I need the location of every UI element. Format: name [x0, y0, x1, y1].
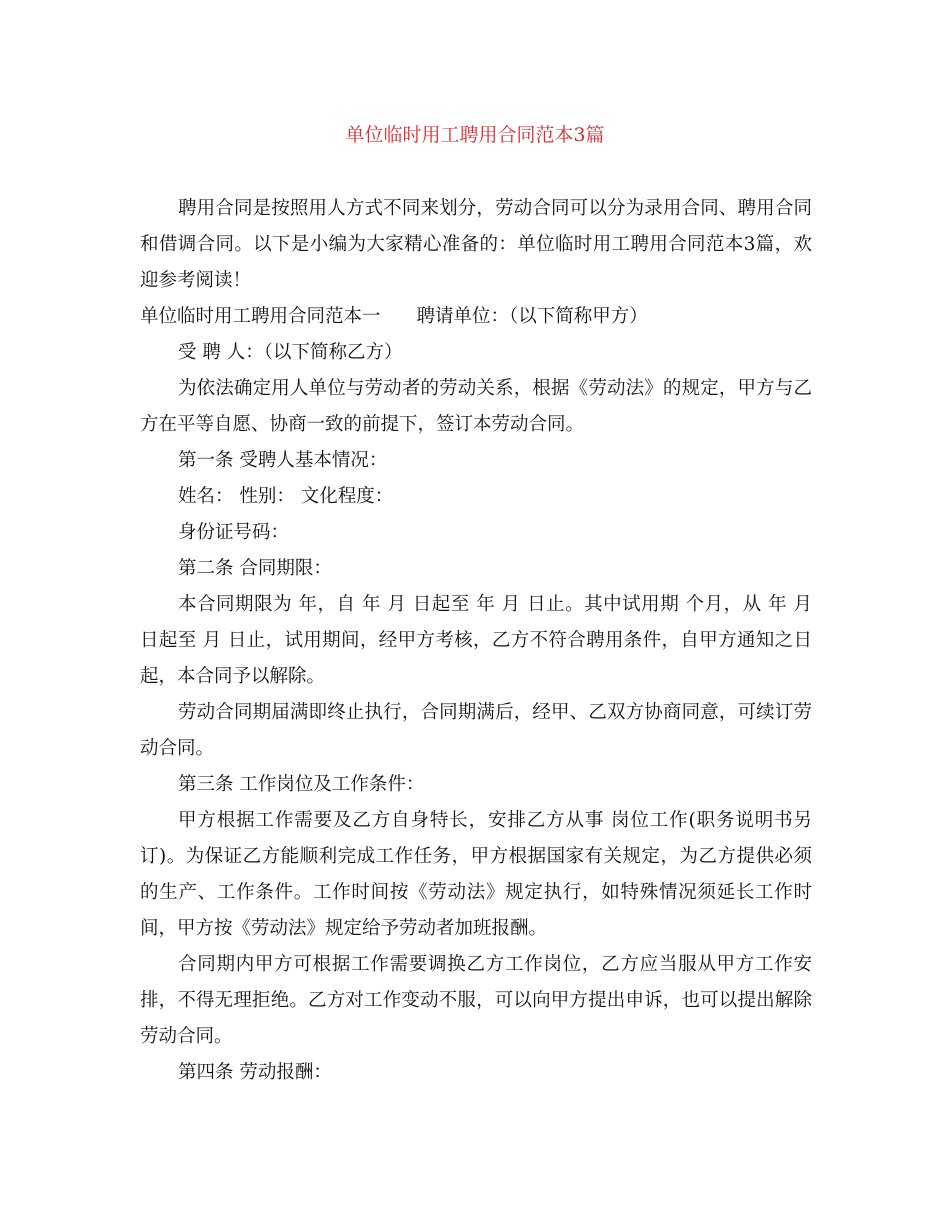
- intro-paragraph: 聘用合同是按照用人方式不同来划分，劳动合同可以分为录用合同、聘用合同和借调合同。以下是小编为大家精心准备的：单位临时用工聘用合同范本3篇，欢迎参考阅读！: [140, 198, 812, 291]
- article4-heading: 第四条 劳动报酬：: [178, 1062, 332, 1083]
- article3-paragraph-1: 甲方根据工作需要及乙方自身特长，安排乙方从事 岗位工作(职务说明书另订)。为保证乙方能顺利完成工作任务，甲方根据国家有关规定，为乙方提供必须的生产、工作条件。工作时间按《劳动法》规定执行，如特殊情况须延长工作时间，甲方按《劳动法》规定给予劳动者加班报酬。: [140, 810, 812, 939]
- document-title: 单位临时用工聘用合同范本3篇: [345, 124, 605, 146]
- section-heading-line: [140, 299, 812, 335]
- article1-id-field: 身份证号码：: [178, 522, 290, 543]
- article2-heading: 第二条 合同期限：: [178, 558, 332, 579]
- article2-paragraph-1: 本合同期限为 年，自 年 月 日起至 年 月 日止。其中试用期 个月，从 年 月 日起至 月 日止，试用期间，经甲方考核，乙方不符合聘用条件，自甲方通知之日起，本合同予以解除。: [140, 594, 812, 687]
- article3-heading: 第三条 工作岗位及工作条件：: [178, 774, 425, 795]
- employer-line: 聘请单位：（以下简称甲方）: [416, 306, 648, 327]
- employee-line: 受 聘 人：（以下简称乙方）: [178, 342, 403, 363]
- preamble-paragraph: 为依法确定用人单位与劳动者的劳动关系，根据《劳动法》的规定，甲方与乙方在平等自愿、协商一致的前提下，签订本劳动合同。: [140, 378, 812, 435]
- section-heading: 单位临时用工聘用合同范本一: [140, 306, 381, 327]
- article1-heading: 第一条 受聘人基本情况：: [178, 450, 388, 471]
- article3-paragraph-2: 合同期内甲方可根据工作需要调换乙方工作岗位，乙方应当服从甲方工作安排，不得无理拒绝。乙方对工作变动不服，可以向甲方提出申诉，也可以提出解除劳动合同。: [140, 954, 812, 1047]
- document-body: [140, 191, 812, 1091]
- article1-fields: 姓名： 性别： 文化程度：: [178, 486, 394, 507]
- article2-paragraph-2: 劳动合同期届满即终止执行，合同期满后，经甲、乙双方协商同意，可续订劳动合同。: [140, 702, 812, 759]
